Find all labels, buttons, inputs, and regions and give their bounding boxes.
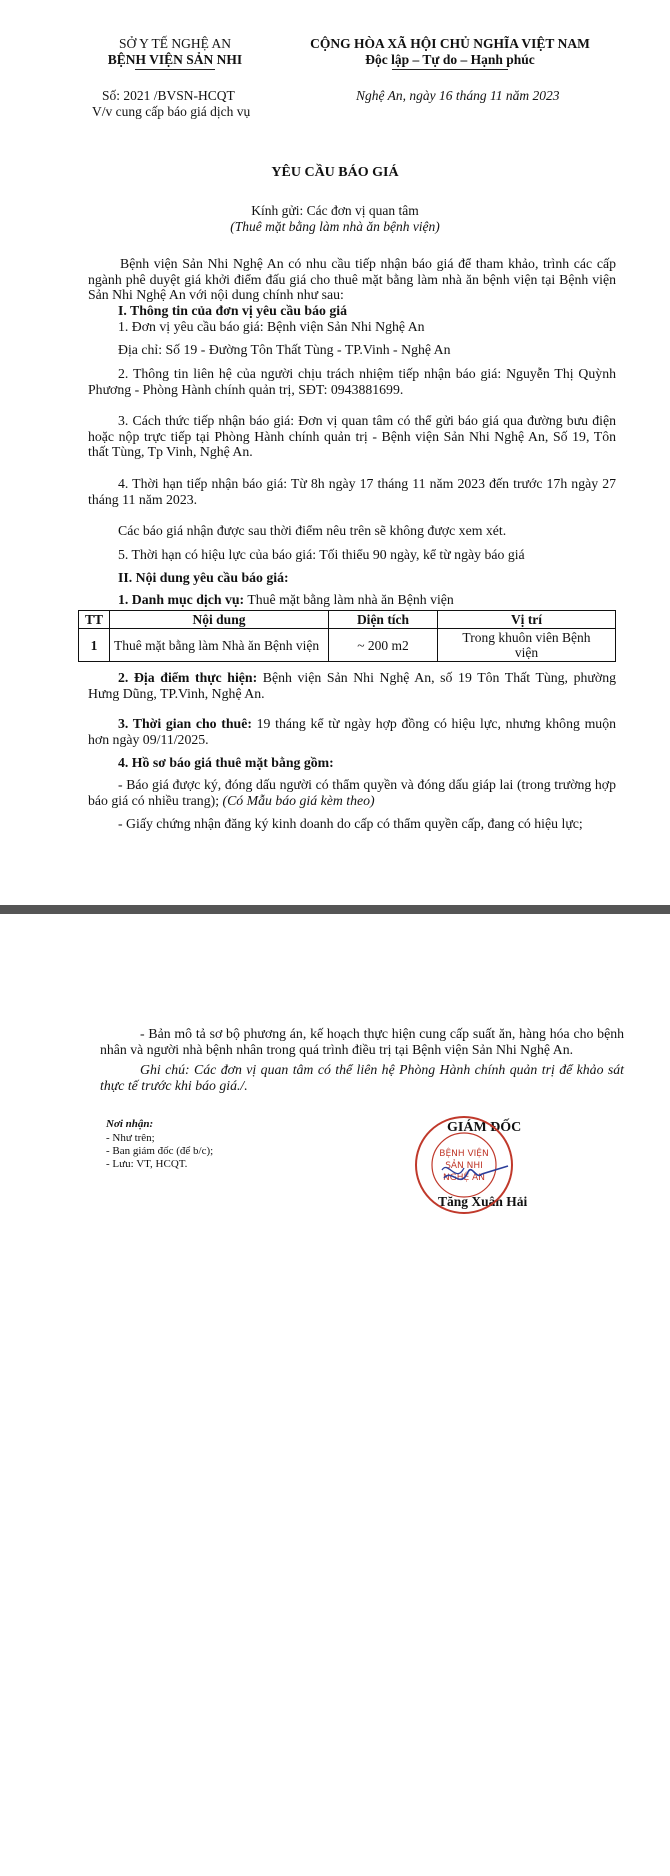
document-page-2: [0, 950, 670, 1876]
table-header-row: [79, 611, 616, 629]
recipient-item: - Ban giám đốc (để b/c);: [106, 1145, 214, 1157]
hospital-name: BỆNH VIỆN SẢN NHI: [107, 52, 243, 67]
col-header-tt: TT: [79, 611, 110, 629]
document-subject: V/v cung cấp báo giá dịch vụ: [92, 104, 251, 119]
page-separator: [0, 905, 670, 914]
section-1-title: I. Thông tin của đơn vị yêu cầu báo giá: [118, 303, 347, 318]
recipient-line: Kính gửi: Các đơn vị quan tâm: [251, 203, 419, 218]
rental-term-label: 3. Thời gian cho thuê:: [118, 716, 252, 731]
dossier-item-1-text: - Báo giá được ký, đóng dấu người có thẩm quyền và đóng dấu giáp lai (trong trường hợp báo giá có nhiều trang);: [88, 777, 616, 808]
execution-location-value: Bệnh viện Sản Nhi Nghệ An, số 19 Tôn Thất Tùng, phường Hưng Dũng, TP.Vinh, Nghệ An.: [88, 670, 616, 701]
dossier-item-2: - Giấy chứng nhận đăng ký kinh doanh do cấp có thẩm quyền cấp, đang có hiệu lực;: [118, 816, 583, 831]
footnote: Ghi chú: Các đơn vị quan tâm có thể liên hệ Phòng Hành chính quản trị để khảo sát thực tế trước khi báo giá./.: [100, 1062, 624, 1093]
country-name: CỘNG HÒA XÃ HỘI CHỦ NGHĨA VIỆT NAM: [310, 36, 590, 51]
requester-unit: 1. Đơn vị yêu cầu báo giá: Bệnh viện Sản Nhi Nghệ An: [118, 319, 425, 334]
header-right-rule: [392, 69, 508, 70]
service-catalog-value: Thuê mặt bằng làm nhà ăn Bệnh viện: [244, 592, 454, 607]
recipients-title: Nơi nhận:: [106, 1118, 154, 1130]
late-submission-note: Các báo giá nhận được sau thời điểm nêu trên sẽ không được xem xét.: [118, 523, 507, 538]
document-number: Số: 2021 /BVSN-HCQT: [102, 88, 235, 103]
requester-address: Địa chỉ: Số 19 - Đường Tôn Thất Tùng - TP.Vinh - Nghệ An: [118, 342, 451, 357]
dossier-item-1: [88, 777, 616, 808]
dossier-item-3: - Bản mô tả sơ bộ phương án, kế hoạch thực hiện cung cấp suất ăn, hàng hóa cho bệnh nhân và người nhà bệnh nhân trong quá trình điều trị tại Bệnh viện Sản Nhi Nghệ An.: [100, 1026, 624, 1057]
rental-term: [88, 716, 616, 747]
recipient-item: - Như trên;: [106, 1132, 155, 1144]
submission-method: 3. Cách thức tiếp nhận báo giá: Đơn vị quan tâm có thể gửi báo giá qua đường bưu điện hoặc nộp trực tiếp tại Phòng Hành chính quản trị - Bệnh viện Sản Nhi Nghệ An, Số 19, Tôn thất Tùng, Tp Vinh, Nghệ An.: [88, 413, 616, 460]
service-table: [78, 610, 616, 662]
col-header-content: Nội dung: [110, 611, 329, 629]
document-page-1: [0, 0, 670, 905]
col-header-area: Diện tích: [329, 611, 438, 629]
section-2-title: II. Nội dung yêu cầu báo giá:: [118, 570, 289, 585]
service-catalog-label: 1. Danh mục dịch vụ:: [118, 592, 245, 607]
col-header-location: Vị trí: [438, 611, 616, 629]
signer-name: Tăng Xuân Hải: [438, 1194, 528, 1209]
execution-location: [88, 670, 616, 701]
cell-area: ~ 200 m2: [329, 629, 438, 662]
intro-paragraph: Bệnh viện Sản Nhi Nghệ An có nhu cầu tiếp nhận báo giá để tham khảo, trình các cấp ngành phê duyệt giá khởi điểm đấu giá cho thuê mặt bằng làm nhà ăn bệnh viện tại Bệnh viện Sản Nhi Nghệ An với nội dung chính như sau:: [88, 256, 616, 303]
ministry-name: SỞ Y TẾ NGHỆ AN: [118, 36, 231, 51]
table-row: [79, 629, 616, 662]
stamp-line-1: BỆNH VIỆN: [439, 1149, 489, 1159]
header-left-rule: [135, 69, 215, 70]
signer-role: GIÁM ĐỐC: [447, 1120, 522, 1135]
document-title: YÊU CẦU BÁO GIÁ: [271, 165, 399, 180]
quote-validity: 5. Thời hạn có hiệu lực của báo giá: Tối thiểu 90 ngày, kể từ ngày báo giá: [118, 547, 525, 562]
execution-location-label: 2. Địa điểm thực hiện:: [118, 670, 258, 685]
submission-deadline: 4. Thời hạn tiếp nhận báo giá: Từ 8h ngày 17 tháng 11 năm 2023 đến trước 17h ngày 27 tháng 11 năm 2023.: [88, 476, 616, 507]
dossier-item-1-note: (Có Mẫu báo giá kèm theo): [222, 792, 375, 808]
dossier-title: 4. Hồ sơ báo giá thuê mặt bằng gồm:: [118, 755, 334, 770]
cell-location: Trong khuôn viên Bệnh viện: [438, 629, 616, 662]
official-stamp: [412, 1110, 522, 1220]
rental-term-value: 19 tháng kể từ ngày hợp đồng có hiệu lực, nhưng không muộn hơn ngày 09/11/2025.: [88, 716, 616, 747]
purpose-line: (Thuê mặt bằng làm nhà ăn bệnh viện): [230, 219, 440, 234]
recipient-item: - Lưu: VT, HCQT.: [106, 1158, 188, 1170]
service-catalog: [118, 592, 618, 608]
contact-person: 2. Thông tin liên hệ của người chịu trách nhiệm tiếp nhận báo giá: Nguyễn Thị Quỳnh Phương - Phòng Hành chính quản trị, SĐT: 0943881699.: [88, 366, 616, 397]
stamp-line-2: SẢN NHI: [445, 1161, 483, 1171]
national-motto: Độc lập – Tự do – Hạnh phúc: [365, 52, 535, 67]
stamp-line-3: NGHỆ AN: [443, 1173, 485, 1183]
cell-content: Thuê mặt bằng làm Nhà ăn Bệnh viện: [110, 629, 329, 662]
cell-tt: 1: [79, 629, 110, 662]
place-and-date: Nghệ An, ngày 16 tháng 11 năm 2023: [356, 88, 560, 103]
